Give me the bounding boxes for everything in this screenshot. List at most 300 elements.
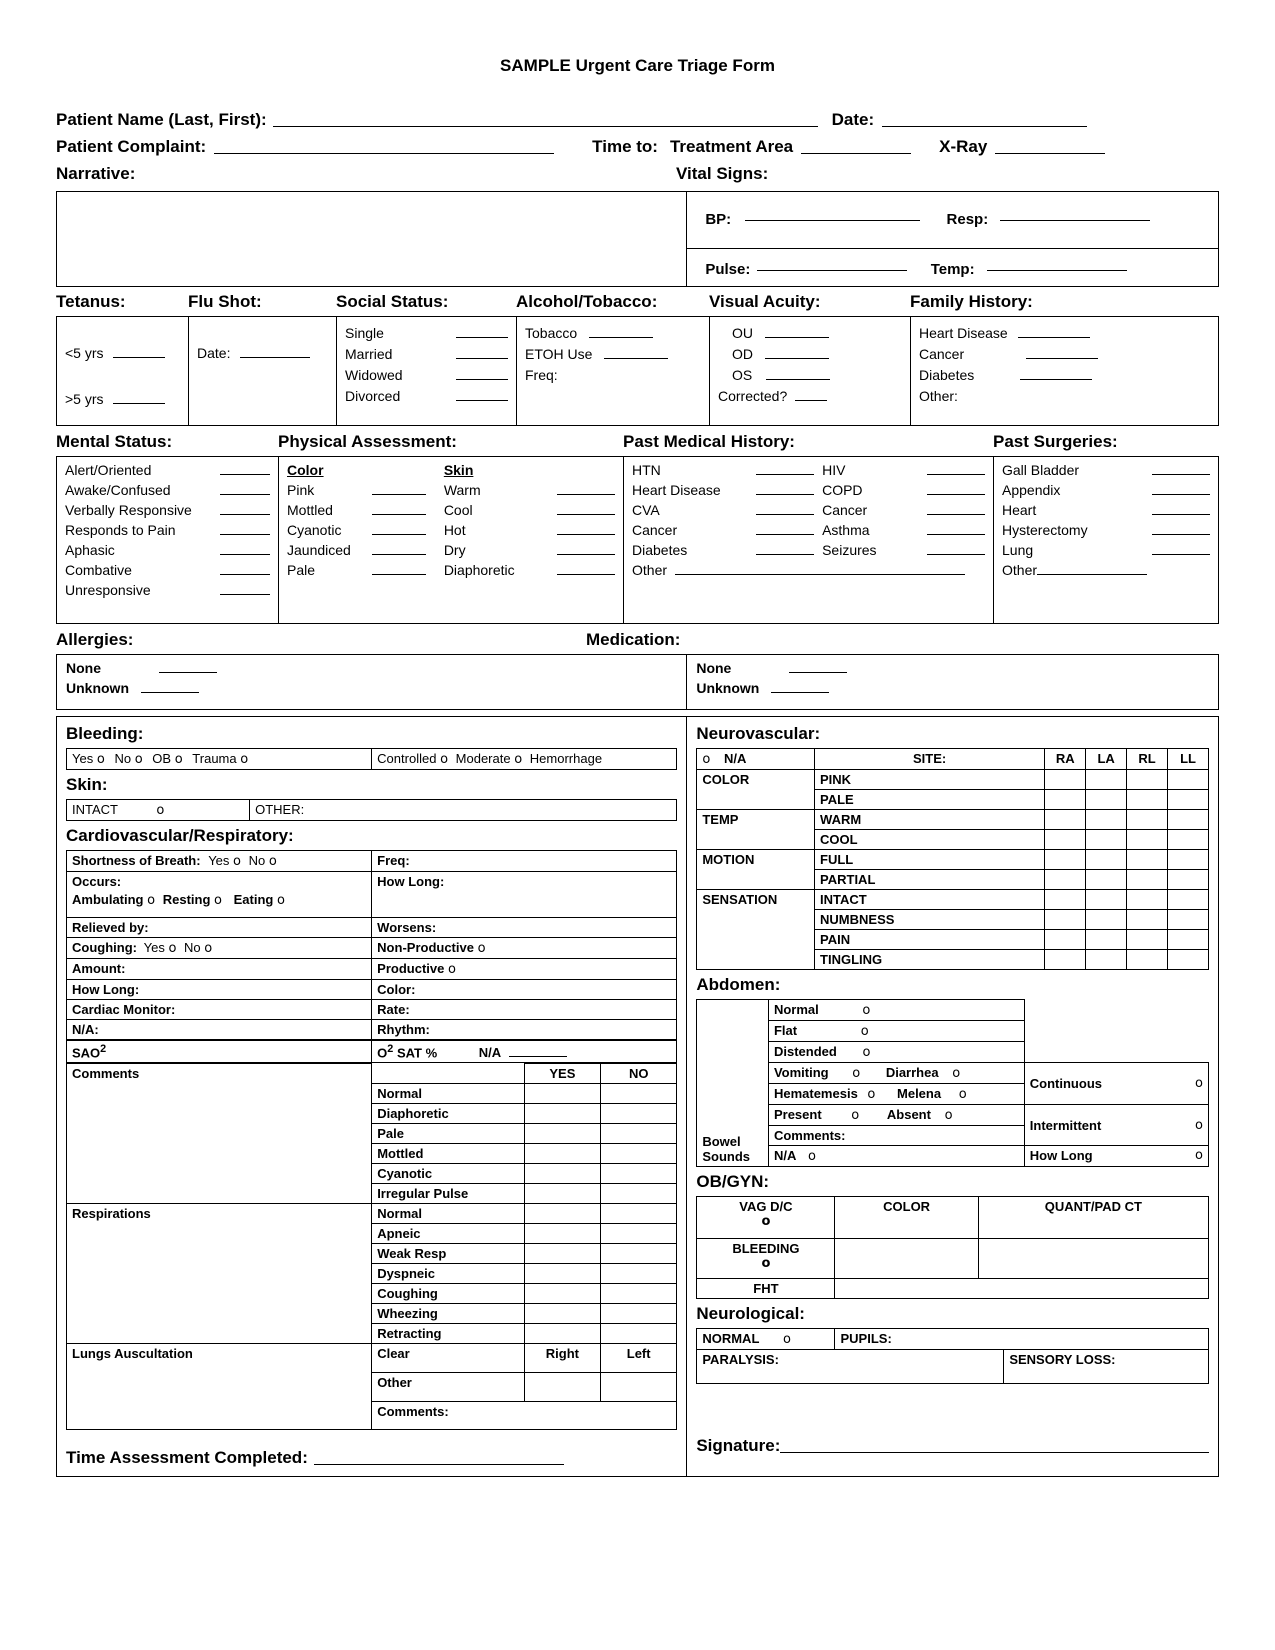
pmh1-3: Cancer xyxy=(632,522,678,538)
pmh2-1-input[interactable] xyxy=(927,482,985,495)
ps-3-input[interactable] xyxy=(1152,522,1210,535)
medication-label: Medication: xyxy=(586,630,681,649)
nv-motion-partial-rl[interactable] xyxy=(1127,870,1168,890)
past-medical-history-label: Past Medical History: xyxy=(623,432,795,451)
bleeding-no-circle[interactable]: o xyxy=(134,752,143,767)
ambulating-circle[interactable]: o xyxy=(147,893,156,908)
sob-yes[interactable]: Yes xyxy=(208,853,230,868)
nv-sens-tingling-ll[interactable] xyxy=(1168,950,1209,970)
productive-label[interactable]: Productive xyxy=(377,961,445,976)
rs-row-1-no[interactable] xyxy=(601,1224,677,1244)
skin-item-0-input[interactable] xyxy=(557,482,615,495)
ps-4-input[interactable] xyxy=(1152,542,1210,555)
abd-flat-circle[interactable]: o xyxy=(860,1024,869,1039)
social-item-0-input[interactable] xyxy=(456,325,508,338)
lg-row-0: Clear xyxy=(372,1344,525,1373)
ps-1-input[interactable] xyxy=(1152,482,1210,495)
nv-color-pale-ra[interactable] xyxy=(1045,790,1086,810)
abd-hematemesis-label: Hematemesis xyxy=(773,1086,858,1101)
resp-input[interactable] xyxy=(1000,208,1150,221)
eating-circle[interactable]: o xyxy=(276,893,285,908)
nv-motion-partial-ll[interactable] xyxy=(1168,870,1209,890)
rate-cell[interactable] xyxy=(372,1000,677,1020)
bleeding-controlled-circle[interactable]: o xyxy=(440,752,449,767)
nv-temp-warm-la[interactable] xyxy=(1086,810,1127,830)
nv-color-pink-la[interactable] xyxy=(1086,770,1127,790)
rs-row-1: Apneic xyxy=(372,1224,525,1244)
cm-row-3-yes[interactable] xyxy=(524,1144,600,1164)
medication-unknown-input[interactable] xyxy=(771,680,829,693)
obgyn-bleeding-circle[interactable]: o xyxy=(761,1256,771,1271)
tetanus-label: Tetanus: xyxy=(56,292,126,311)
nv-sens-numbness-rl[interactable] xyxy=(1127,910,1168,930)
color-item-2-input[interactable] xyxy=(372,522,426,535)
skin-other-cell[interactable] xyxy=(250,800,677,821)
bleeding-hemorrhage[interactable]: Hemorrhage xyxy=(529,751,603,766)
od-input[interactable] xyxy=(765,346,829,359)
respirations-cell[interactable] xyxy=(67,1204,372,1344)
allergies-medication-labels xyxy=(56,630,1219,650)
signature-label: Signature: xyxy=(696,1436,781,1455)
pmh2-2-input[interactable] xyxy=(927,502,985,515)
coughing-no-circle[interactable]: o xyxy=(204,941,213,956)
rate-label: Rate: xyxy=(377,1002,410,1017)
skin-intact-circle[interactable]: o xyxy=(156,803,165,818)
abd-present-cell[interactable] xyxy=(768,1105,1024,1126)
obgyn-quant-header: QUANT/PAD CT xyxy=(978,1197,1208,1239)
ou-input[interactable] xyxy=(765,325,829,338)
nv-sens-tingling-rl[interactable] xyxy=(1127,950,1168,970)
resting-circle[interactable]: o xyxy=(214,893,222,908)
pmh2-0-input[interactable] xyxy=(927,462,985,475)
pmh1-3-input[interactable] xyxy=(756,522,814,535)
rs-row-2-yes[interactable] xyxy=(524,1244,600,1264)
bp-label: BP: xyxy=(705,211,732,228)
skin-item-0: Warm xyxy=(443,482,481,498)
allergies-unknown-input[interactable] xyxy=(141,680,199,693)
ps-other-input[interactable] xyxy=(1037,562,1147,575)
cardiac-monitor-cell[interactable] xyxy=(67,1000,372,1020)
abd-comments-cell[interactable] xyxy=(768,1126,1024,1146)
abd-continuous-cell[interactable] xyxy=(1024,1063,1208,1105)
social-item-1-input[interactable] xyxy=(456,346,508,359)
cm-row-3-no[interactable] xyxy=(601,1144,677,1164)
amount-cell[interactable] xyxy=(67,959,372,980)
worsens-cell[interactable] xyxy=(372,918,677,938)
neuro-sensory-label: SENSORY LOSS: xyxy=(1009,1352,1116,1367)
xray-input[interactable] xyxy=(995,141,1105,154)
ps-0-input[interactable] xyxy=(1152,462,1210,475)
bleeding-trauma-circle[interactable]: o xyxy=(240,752,249,767)
resp-label: Resp: xyxy=(946,211,989,228)
sob-label: Shortness of Breath: xyxy=(72,853,201,868)
lg-row-1-right[interactable] xyxy=(524,1372,600,1401)
neuro-normal-cell[interactable] xyxy=(697,1329,835,1350)
coughing-yes[interactable]: Yes xyxy=(143,940,165,955)
nv-temp-cool-ll[interactable] xyxy=(1168,830,1209,850)
abd-normal-circle[interactable]: o xyxy=(862,1003,871,1018)
cm-row-5-yes[interactable] xyxy=(524,1184,600,1204)
obgyn-label: OB/GYN: xyxy=(696,1172,770,1191)
medication-box xyxy=(686,654,1219,710)
nv-color-pink-ll[interactable] xyxy=(1168,770,1209,790)
bleeding-yes[interactable]: Yes xyxy=(72,751,94,766)
tetanus-gt5-label: >5 yrs xyxy=(65,391,104,407)
family-history-label: Family History: xyxy=(910,292,1033,311)
nv-sens-tingling-ra[interactable] xyxy=(1045,950,1086,970)
pmh1-1-input[interactable] xyxy=(756,482,814,495)
rs-row-3: Dyspneic xyxy=(372,1264,525,1284)
tetanus-lt5-label: <5 yrs xyxy=(65,345,104,361)
cm-row-2-yes[interactable] xyxy=(524,1124,600,1144)
cm-row-2: Pale xyxy=(372,1124,525,1144)
lg-row-2: Comments: xyxy=(372,1401,677,1430)
abd-distended-cell[interactable] xyxy=(768,1042,1024,1063)
neuro-paralysis-cell[interactable] xyxy=(697,1350,1004,1384)
color-cell[interactable] xyxy=(372,980,677,1000)
abd-present-label: Present xyxy=(773,1107,822,1122)
cm-row-0-yes[interactable] xyxy=(524,1084,600,1104)
respirations-label: Respirations xyxy=(72,1206,151,1222)
pmh1-0-input[interactable] xyxy=(756,462,814,475)
o2sat-cell[interactable] xyxy=(372,1041,677,1063)
cm-row-2-no[interactable] xyxy=(601,1124,677,1144)
physical-assessment-label: Physical Assessment: xyxy=(278,432,457,451)
fh-diabetes-label: Diabetes xyxy=(919,367,975,383)
nv-temp-cool-ra[interactable] xyxy=(1045,830,1086,850)
cm-row-4-yes[interactable] xyxy=(524,1164,600,1184)
temp-input[interactable] xyxy=(987,258,1127,271)
ms-item-5-input[interactable] xyxy=(220,562,270,575)
color-item-1-input[interactable] xyxy=(372,502,426,515)
color-item-4: Pale xyxy=(287,562,316,578)
social-item-2-input[interactable] xyxy=(456,367,508,380)
abd-na-cell[interactable] xyxy=(768,1146,1024,1167)
rs-row-0-yes[interactable] xyxy=(524,1204,600,1224)
abd-howlong-circle[interactable]: o xyxy=(1195,1148,1203,1163)
bleeding-controlled[interactable]: Controlled xyxy=(377,751,437,766)
social-status-label: Social Status: xyxy=(336,292,449,311)
social-item-1: Married xyxy=(345,346,393,362)
rs-row-4-yes[interactable] xyxy=(524,1284,600,1304)
cm-row-4-no[interactable] xyxy=(601,1164,677,1184)
color-item-1: Mottled xyxy=(287,502,333,518)
relieved-cell[interactable] xyxy=(67,918,372,938)
nv-sens-pain-la[interactable] xyxy=(1086,930,1127,950)
color-item-3-input[interactable] xyxy=(372,542,426,555)
social-item-3-input[interactable] xyxy=(456,388,508,401)
lungs-cell[interactable] xyxy=(67,1344,372,1430)
abd-present-circle[interactable]: o xyxy=(851,1108,860,1123)
fh-heart-label: Heart Disease xyxy=(919,325,1008,341)
abd-absent-circle[interactable]: o xyxy=(944,1108,953,1123)
corrected-input[interactable] xyxy=(795,388,827,401)
sob-yes-circle[interactable]: o xyxy=(233,854,242,869)
patient-complaint-input[interactable] xyxy=(214,141,554,154)
nv-na-cell[interactable] xyxy=(697,749,815,770)
nv-color-pink-ra[interactable] xyxy=(1045,770,1086,790)
rs-row-2: Weak Resp xyxy=(372,1244,525,1264)
obgyn-bleeding-quant[interactable] xyxy=(978,1239,1208,1279)
ps-2: Heart xyxy=(1002,502,1037,518)
abd-intermittent-cell[interactable] xyxy=(1024,1105,1208,1146)
patient-name-input[interactable] xyxy=(273,114,818,127)
nv-motion-partial-la[interactable] xyxy=(1086,870,1127,890)
nonproductive-circle[interactable]: o xyxy=(477,941,486,956)
visual-acuity-label: Visual Acuity: xyxy=(709,292,821,311)
obgyn-bleeding-color[interactable] xyxy=(835,1239,978,1279)
nv-sens-intact-ra[interactable] xyxy=(1045,890,1086,910)
treatment-area-input[interactable] xyxy=(801,141,911,154)
abd-flat-cell[interactable] xyxy=(768,1021,1024,1042)
rhythm-cell[interactable] xyxy=(372,1020,677,1040)
sob-no[interactable]: No xyxy=(248,853,266,868)
productive-circle[interactable]: o xyxy=(447,962,456,977)
pmh2-4: Seizures xyxy=(822,542,877,558)
tobacco-input[interactable] xyxy=(589,325,653,338)
lg-row-1: Other xyxy=(372,1372,525,1401)
coughing-cell[interactable] xyxy=(67,938,372,959)
flu-date-input[interactable] xyxy=(240,345,310,358)
coughing-no[interactable]: No xyxy=(184,940,201,955)
time-assessment-input[interactable] xyxy=(314,1452,564,1465)
ambulating-label[interactable]: Ambulating xyxy=(72,892,144,907)
freq-cell[interactable] xyxy=(372,851,677,872)
comments-cell[interactable] xyxy=(67,1064,372,1204)
fh-cancer-input[interactable] xyxy=(1026,346,1098,359)
nv-color-pale-la[interactable] xyxy=(1086,790,1127,810)
pmh-other-input[interactable] xyxy=(675,562,965,575)
nv-sens-numbness-la[interactable] xyxy=(1086,910,1127,930)
pmh2-4-input[interactable] xyxy=(927,542,985,555)
obgyn-bleeding-cell[interactable] xyxy=(697,1239,835,1279)
cardio-label: Cardiovascular/Respiratory: xyxy=(66,826,294,845)
abd-distended-circle[interactable]: o xyxy=(862,1045,871,1060)
tetanus-lt5-input[interactable] xyxy=(113,345,165,358)
nv-motion-full-la[interactable] xyxy=(1086,850,1127,870)
nv-motion-full-ra[interactable] xyxy=(1045,850,1086,870)
os-input[interactable] xyxy=(766,367,830,380)
nv-temp-cool-la[interactable] xyxy=(1086,830,1127,850)
abd-hematemesis-circle[interactable]: o xyxy=(867,1087,876,1102)
lungs-left-header: Left xyxy=(601,1344,677,1373)
nv-sens-pain-rl[interactable] xyxy=(1127,930,1168,950)
nv-temp-warm-ll[interactable] xyxy=(1168,810,1209,830)
skin-item-4-input[interactable] xyxy=(557,562,615,575)
nv-sens-intact-ll[interactable] xyxy=(1168,890,1209,910)
nv-group-color: COLOR xyxy=(697,770,815,810)
skin-item-1: Cool xyxy=(443,502,473,518)
cm-row-1-no[interactable] xyxy=(601,1104,677,1124)
row3-labels xyxy=(56,432,1219,452)
obgyn-vagdc-cell[interactable] xyxy=(697,1197,835,1239)
patient-complaint-row xyxy=(56,137,1219,157)
skin-item-2-input[interactable] xyxy=(557,522,615,535)
rs-row-3-yes[interactable] xyxy=(524,1264,600,1284)
rs-row-6-no[interactable] xyxy=(601,1324,677,1344)
bp-input[interactable] xyxy=(745,208,920,221)
nv-sens-pain: PAIN xyxy=(815,930,1045,950)
abd-normal-cell[interactable] xyxy=(768,1000,1024,1021)
medication-none-input[interactable] xyxy=(789,660,847,673)
bottom-section xyxy=(56,716,1219,1477)
ps-2-input[interactable] xyxy=(1152,502,1210,515)
sob-cell[interactable] xyxy=(67,851,372,872)
bleeding-no[interactable]: No xyxy=(114,751,132,766)
sao2-table xyxy=(66,1040,677,1063)
abd-diarrhea-circle[interactable]: o xyxy=(952,1066,961,1081)
fh-heart-input[interactable] xyxy=(1018,325,1090,338)
nv-sens-pain-ra[interactable] xyxy=(1045,930,1086,950)
nv-na-circle[interactable]: o xyxy=(702,752,711,767)
bleeding-trauma[interactable]: Trauma xyxy=(192,751,237,766)
bleeding-right-cell[interactable] xyxy=(372,749,677,770)
nv-color-pale-ll[interactable] xyxy=(1168,790,1209,810)
cm-row-5-no[interactable] xyxy=(601,1184,677,1204)
signature-input[interactable] xyxy=(780,1440,1209,1453)
abd-howlong-label: How Long xyxy=(1029,1148,1093,1163)
intermittent-circle[interactable]: o xyxy=(1195,1117,1203,1133)
narrative-vitals-section xyxy=(56,191,1219,287)
abd-right-blank xyxy=(1024,1000,1208,1063)
cm-row-1-yes[interactable] xyxy=(524,1104,600,1124)
color-item-0-input[interactable] xyxy=(372,482,426,495)
abd-vomiting-circle[interactable]: o xyxy=(852,1066,861,1081)
tetanus-gt5-input[interactable] xyxy=(113,391,165,404)
bleeding-ob-circle[interactable]: o xyxy=(174,752,183,767)
ms-item-4-input[interactable] xyxy=(220,542,270,555)
abd-hematemesis-cell[interactable] xyxy=(768,1084,1024,1105)
nv-sens-pain-ll[interactable] xyxy=(1168,930,1209,950)
o2-na-input[interactable] xyxy=(509,1044,567,1057)
sao2-cell[interactable] xyxy=(67,1041,372,1063)
rhythm-label: Rhythm: xyxy=(377,1022,430,1037)
resting-label[interactable]: Resting xyxy=(162,892,211,907)
neuro-sensory-cell[interactable] xyxy=(1004,1350,1209,1384)
pmh1-2-input[interactable] xyxy=(756,502,814,515)
nv-sens-numbness-ll[interactable] xyxy=(1168,910,1209,930)
nv-motion-full-ll[interactable] xyxy=(1168,850,1209,870)
page-title: SAMPLE Urgent Care Triage Form xyxy=(500,56,775,75)
ms-item-6-input[interactable] xyxy=(220,582,270,595)
abd-melena-circle[interactable]: o xyxy=(958,1087,967,1102)
skin-item-2: Hot xyxy=(443,522,466,538)
etoh-input[interactable] xyxy=(604,346,668,359)
nonproductive-cell[interactable] xyxy=(372,938,677,959)
nv-color-pink-rl[interactable] xyxy=(1127,770,1168,790)
ms-item-0-input[interactable] xyxy=(220,462,270,475)
occurs-cell[interactable] xyxy=(67,872,372,918)
howlong-label: How Long: xyxy=(377,874,445,889)
continuous-circle[interactable]: o xyxy=(1195,1076,1203,1091)
date-label: Date: xyxy=(831,110,875,129)
obgyn-fht-value[interactable] xyxy=(835,1279,1209,1299)
eating-label[interactable]: Eating xyxy=(233,892,274,907)
nv-sens-numbness-ra[interactable] xyxy=(1045,910,1086,930)
cm-row-0: Normal xyxy=(372,1084,525,1104)
nv-color-pale-rl[interactable] xyxy=(1127,790,1168,810)
color-item-4-input[interactable] xyxy=(372,562,426,575)
obgyn-table xyxy=(696,1196,1209,1299)
skin-item-3: Dry xyxy=(443,542,466,558)
rs-row-1-yes[interactable] xyxy=(524,1224,600,1244)
pulse-input[interactable] xyxy=(757,258,907,271)
nv-sens-intact-la[interactable] xyxy=(1086,890,1127,910)
na-cell[interactable] xyxy=(67,1020,372,1040)
rs-row-5-no[interactable] xyxy=(601,1304,677,1324)
ms-item-1-input[interactable] xyxy=(220,482,270,495)
rs-row-0-no[interactable] xyxy=(601,1204,677,1224)
bleeding-moderate-circle[interactable]: o xyxy=(514,752,523,767)
cm-row-0-no[interactable] xyxy=(601,1084,677,1104)
nv-sens-tingling-la[interactable] xyxy=(1086,950,1127,970)
lg-row-1-left[interactable] xyxy=(601,1372,677,1401)
skin-item-1-input[interactable] xyxy=(557,502,615,515)
pmh1-4-input[interactable] xyxy=(756,542,814,555)
date-input[interactable] xyxy=(882,114,1087,127)
skin-item-3-input[interactable] xyxy=(557,542,615,555)
skin-intact-cell[interactable] xyxy=(67,800,250,821)
time-to-label: Time to: xyxy=(592,137,658,156)
abd-na-circle[interactable]: o xyxy=(807,1149,816,1164)
social-item-0: Single xyxy=(345,325,384,341)
rs-row-3-no[interactable] xyxy=(601,1264,677,1284)
nv-motion-full-rl[interactable] xyxy=(1127,850,1168,870)
nv-sens-intact-rl[interactable] xyxy=(1127,890,1168,910)
neuro-pupils-label: PUPILS: xyxy=(840,1331,892,1346)
narrative-textarea[interactable] xyxy=(56,191,686,287)
nv-temp-cool-rl[interactable] xyxy=(1127,830,1168,850)
howlong-cell[interactable] xyxy=(372,872,677,918)
nv-temp-warm-rl[interactable] xyxy=(1127,810,1168,830)
obgyn-vagdc-circle[interactable]: o xyxy=(761,1214,771,1229)
ms-item-2-input[interactable] xyxy=(220,502,270,515)
allergies-none-input[interactable] xyxy=(159,660,217,673)
nv-temp-cool: COOL xyxy=(815,830,1045,850)
pmh2-3-input[interactable] xyxy=(927,522,985,535)
rs-row-5-yes[interactable] xyxy=(524,1304,600,1324)
nv-temp-warm-ra[interactable] xyxy=(1045,810,1086,830)
abd-vomiting-cell[interactable] xyxy=(768,1063,1024,1084)
pmh2-3: Asthma xyxy=(822,522,870,538)
abd-howlong-cell[interactable] xyxy=(1024,1146,1208,1167)
sob-no-circle[interactable]: o xyxy=(268,854,277,869)
ms-item-3-input[interactable] xyxy=(220,522,270,535)
nonproductive-label[interactable]: Non-Productive xyxy=(377,940,474,955)
nv-motion-partial-ra[interactable] xyxy=(1045,870,1086,890)
bleeding-left-cell[interactable] xyxy=(67,749,372,770)
lungs-label: Lungs Auscultation xyxy=(72,1346,193,1362)
bleeding-yes-circle[interactable]: o xyxy=(96,752,105,767)
howlong2-cell[interactable] xyxy=(67,980,372,1000)
skin-intact-label: INTACT xyxy=(72,802,118,817)
rs-row-2-no[interactable] xyxy=(601,1244,677,1264)
patient-complaint-label: Patient Complaint: xyxy=(56,137,207,156)
bleeding-moderate[interactable]: Moderate xyxy=(455,751,511,766)
coughing-yes-circle[interactable]: o xyxy=(168,941,177,956)
neuro-normal-circle[interactable]: o xyxy=(783,1332,791,1347)
rs-row-4-no[interactable] xyxy=(601,1284,677,1304)
rs-row-6-yes[interactable] xyxy=(524,1324,600,1344)
neuro-pupils-cell[interactable] xyxy=(835,1329,1209,1350)
productive-cell[interactable] xyxy=(372,959,677,980)
fh-diabetes-input[interactable] xyxy=(1020,367,1092,380)
abd-normal-label: Normal xyxy=(773,1002,819,1017)
bleeding-ob[interactable]: OB xyxy=(152,751,172,766)
abd-na-label: N/A xyxy=(773,1148,797,1163)
allergies-label: Allergies: xyxy=(56,630,134,649)
no-header: NO xyxy=(601,1064,677,1084)
